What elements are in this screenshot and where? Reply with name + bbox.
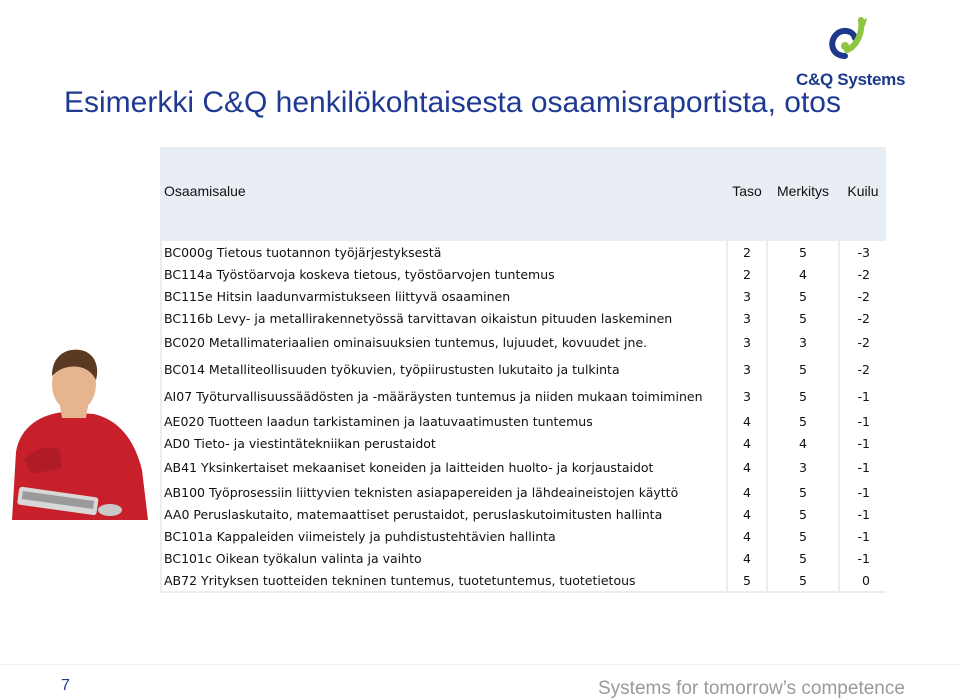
cell-taso: 4 [728,525,766,547]
table-row [162,569,886,591]
table-row [162,307,886,329]
cell-area: BC014 Metalliteollisuuden työkuvien, työpiirustusten lukutaito ja tulkinta [162,356,726,383]
table-row [162,432,886,454]
cell-taso: 3 [728,356,766,383]
cell-kuilu: -3 [840,241,886,263]
cell-kuilu: -1 [840,547,886,569]
table-row [162,356,886,383]
cell-area: BC116b Levy- ja metallirakennetyössä tarvittavan oikaistun pituuden laskeminen [162,307,726,329]
cell-kuilu: -1 [840,503,886,525]
cell-kuilu: -1 [840,432,886,454]
cell-area: AB72 Yrityksen tuotteiden tekninen tuntemus, tuotetuntemus, tuotetietous [162,569,726,591]
cell-merkitys: 3 [768,329,838,356]
cell-taso: 2 [728,241,766,263]
page-title: Esimerkki C&Q henkilökohtaisesta osaamisraportista, otos [64,86,841,119]
table-row [162,525,886,547]
header-kuilu: Kuilu [840,147,886,235]
cell-kuilu: -2 [840,329,886,356]
cell-taso: 4 [728,432,766,454]
cell-merkitys: 4 [768,263,838,285]
footer-divider [0,664,960,665]
table-row [162,329,886,356]
cell-kuilu: -1 [840,410,886,432]
cell-kuilu: -2 [840,263,886,285]
cell-taso: 3 [728,329,766,356]
table-row [162,285,886,307]
cell-kuilu: 0 [840,569,886,591]
cell-area: AD0 Tieto- ja viestintätekniikan perustaidot [162,432,726,454]
cell-taso: 3 [728,285,766,307]
table-header-row [162,147,886,235]
cell-merkitys: 5 [768,503,838,525]
logo-text: C&Q Systems [796,70,906,89]
cell-area: BC115e Hitsin laadunvarmistukseen liittyvä osaaminen [162,285,726,307]
table-row [162,481,886,503]
cell-kuilu: -1 [840,525,886,547]
table-row [162,547,886,569]
cell-taso: 3 [728,383,766,410]
cell-taso: 4 [728,410,766,432]
cell-merkitys: 5 [768,356,838,383]
footer-tagline: Systems for tomorrow’s competence [598,678,905,699]
cell-area: BC101a Kappaleiden viimeistely ja puhdistustehtävien hallinta [162,525,726,547]
cell-merkitys: 5 [768,307,838,329]
cell-area: AB41 Yksinkertaiset mekaaniset koneiden ja laitteiden huolto- ja korjaustaidot [162,454,726,481]
cell-area: AA0 Peruslaskutaito, matemaattiset perustaidot, peruslaskutoimitusten hallinta [162,503,726,525]
cell-area: BC000g Tietous tuotannon työjärjestyksestä [162,241,726,263]
cell-area: BC020 Metallimateriaalien ominaisuuksien tuntemus, lujuudet, kovuudet jne. [162,329,726,356]
cell-taso: 3 [728,307,766,329]
header-merkitys: Merkitys [768,147,838,235]
cell-merkitys: 5 [768,525,838,547]
cell-taso: 4 [728,481,766,503]
cell-kuilu: -1 [840,454,886,481]
cell-kuilu: -2 [840,285,886,307]
table-row [162,454,886,481]
cell-merkitys: 5 [768,383,838,410]
cell-kuilu: -2 [840,356,886,383]
header-taso: Taso [728,147,766,235]
header-osaamisalue: Osaamisalue [162,147,726,235]
cell-taso: 4 [728,503,766,525]
table-row [162,263,886,285]
page-number: 7 [61,677,70,694]
cell-area: AI07 Työturvallisuussäädösten ja -määräysten tuntemus ja niiden mukaan toimiminen [162,383,726,410]
cell-merkitys: 5 [768,569,838,591]
person-photo [2,340,152,520]
cell-merkitys: 4 [768,432,838,454]
cell-taso: 4 [728,454,766,481]
cell-kuilu: -2 [840,307,886,329]
cell-area: AB100 Työprosessiin liittyvien teknisten asiapapereiden ja lähdeaineistojen käyttö [162,481,726,503]
cell-merkitys: 5 [768,285,838,307]
table-row [162,410,886,432]
cell-area: AE020 Tuotteen laadun tarkistaminen ja laatuvaatimusten tuntemus [162,410,726,432]
cell-area: BC101c Oikean työkalun valinta ja vaihto [162,547,726,569]
cell-kuilu: -1 [840,383,886,410]
cell-merkitys: 5 [768,481,838,503]
company-logo [793,16,908,90]
cell-taso: 2 [728,263,766,285]
cell-merkitys: 5 [768,410,838,432]
table-row [162,241,886,263]
competence-report-table [160,147,886,593]
cell-merkitys: 5 [768,241,838,263]
cell-area: BC114a Työstöarvoja koskeva tietous, työstöarvojen tuntemus [162,263,726,285]
table-row [162,383,886,410]
cell-taso: 4 [728,547,766,569]
cell-merkitys: 5 [768,547,838,569]
cell-taso: 5 [728,569,766,591]
cell-merkitys: 3 [768,454,838,481]
cell-kuilu: -1 [840,481,886,503]
logo-mark-icon [823,16,879,72]
table-row [162,503,886,525]
